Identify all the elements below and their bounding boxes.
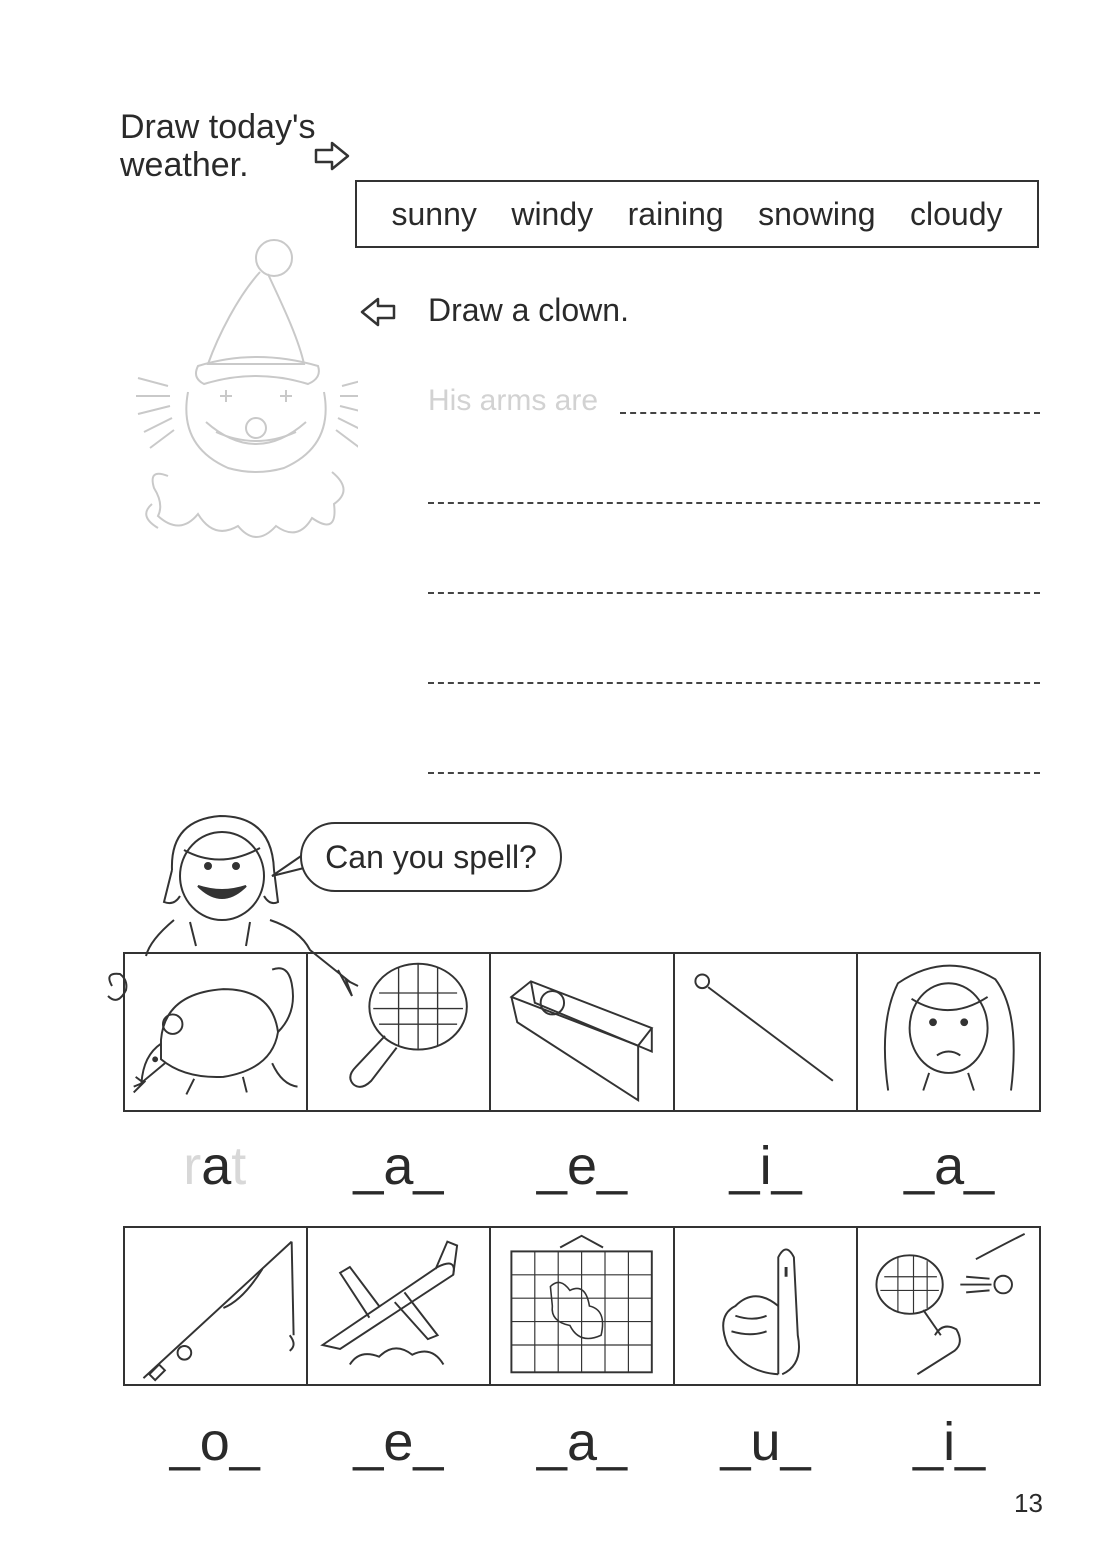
writing-line[interactable] [428,594,1040,684]
spelling-word[interactable]: _o_ [169,1412,260,1472]
clown-tracing-image [128,236,358,556]
spelling-word[interactable]: _e_ [536,1136,628,1196]
picture-map [491,1228,674,1384]
spelling-word[interactable]: _i_ [913,1412,986,1472]
writing-line[interactable] [428,414,1040,504]
weather-word: cloudy [910,195,1003,232]
clown-instruction: Draw a clown. [428,292,629,328]
page-number: 13 [1014,1488,1043,1518]
picture-row-2 [123,1226,1041,1386]
picture-rat [125,954,308,1110]
spelling-word[interactable]: _a_ [353,1136,444,1196]
picture-hit-ball [858,1228,1039,1384]
spelling-word[interactable]: _a_ [536,1412,628,1472]
sentence-starter: His arms are [428,384,599,417]
writing-lines [428,380,1040,774]
writing-line[interactable] [428,380,1040,417]
spelling-word[interactable]: _i_ [729,1136,802,1196]
picture-bat [308,954,491,1110]
picture-sad-face [858,954,1039,1110]
arrow-right-icon [312,140,352,172]
writing-line[interactable] [428,684,1040,774]
picture-peg [491,954,674,1110]
picture-cut-finger [675,1228,858,1384]
spelling-word-rat[interactable]: rat [183,1136,247,1196]
weather-word-box [355,180,1039,248]
picture-jet [308,1228,491,1384]
weather-word: snowing [758,195,876,232]
picture-row-1 [123,952,1041,1112]
spelling-word[interactable]: _e_ [353,1412,444,1472]
spelling-word[interactable]: _u_ [720,1412,811,1472]
spelling-words-row-2 [123,1412,1041,1472]
weather-word: windy [511,195,594,232]
weather-word: sunny [391,195,477,232]
picture-pin [675,954,858,1110]
spelling-word[interactable]: _a_ [904,1136,995,1196]
writing-line[interactable] [428,504,1040,594]
speech-bubble: Can you spell? [300,822,562,892]
weather-instruction: Draw today's weather. [120,108,316,184]
spelling-words-row-1 [123,1136,1041,1196]
picture-rod [125,1228,308,1384]
arrow-left-icon [360,296,398,328]
weather-word: raining [627,195,724,232]
